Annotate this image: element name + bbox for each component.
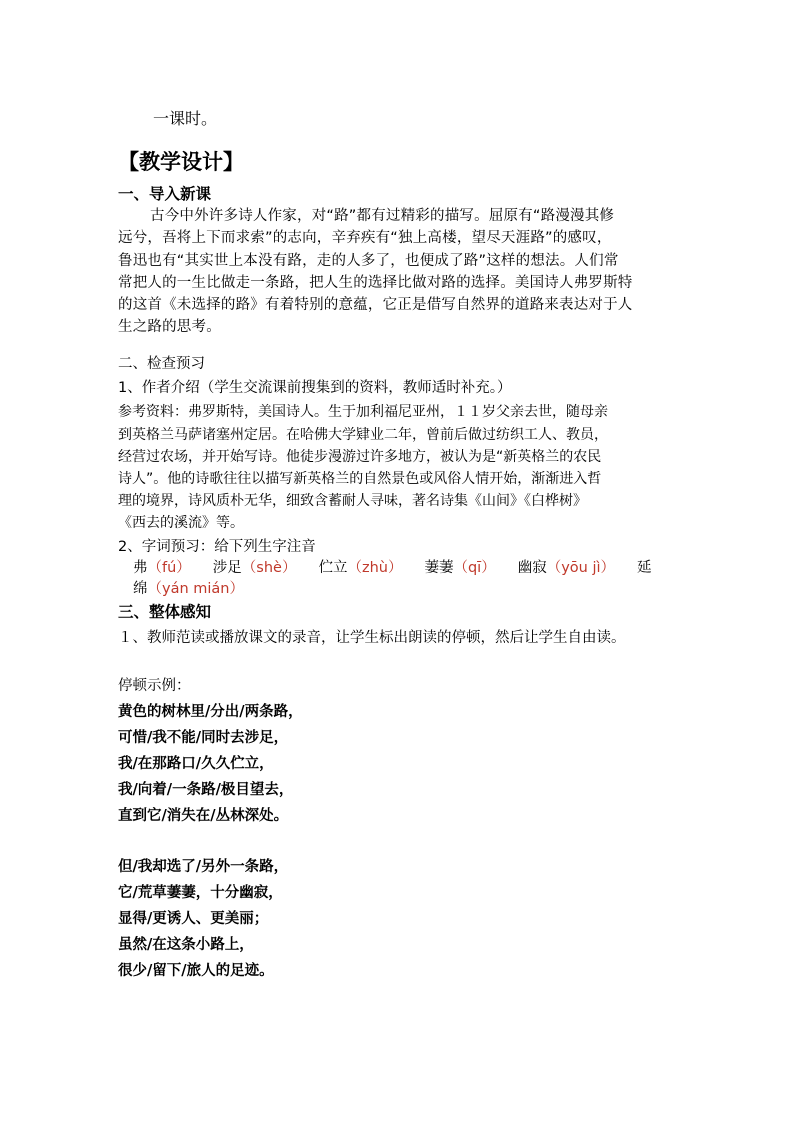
section3-heading: 三、整体感知 <box>118 603 212 621</box>
reference-line: 诗人”。他的诗歌往往以描写新英格兰的自然景色或风俗人情开始，渐渐进入哲 <box>118 471 602 487</box>
vocab-pinyin: （zhù） <box>347 560 403 576</box>
reading-item: １、教师范读或播放课文的录音，让学生标出朗读的停顿，然后让学生自由读。 <box>118 630 626 646</box>
poem-line: 很少/留下/旅人的足迹。 <box>118 962 274 979</box>
vocab-char: 涉足 <box>212 560 242 576</box>
reference-line: 到英格兰马萨诸塞州定居。在哈佛大学肄业二年，曾前后做过纺织工人、教员， <box>118 427 608 443</box>
reference-line: 《西去的溪流》等。 <box>118 515 244 531</box>
section1-heading: 一、导入新课 <box>118 185 212 203</box>
section2-heading: 二、检查预习 <box>118 356 205 372</box>
vocab-pinyin: （shè） <box>241 560 297 576</box>
vocab-pinyin: （yán mián） <box>147 581 244 597</box>
vocab-char: 延 <box>637 560 652 576</box>
vocab-pinyin: （yōu jì） <box>546 560 616 576</box>
reference-line: 理的境界，诗风质朴无华，细致含蓄耐人寻味，著名诗集《山间》《白桦树》 <box>118 493 587 509</box>
section1-para-line: 的这首《未选择的路》有着特别的意蕴，它正是借写自然界的道路来表达对于人 <box>118 297 633 313</box>
poem-line: 可惜/我不能/同时去涉足， <box>118 729 289 746</box>
vocab-word-row <box>133 556 652 577</box>
pause-example-label: 停顿示例： <box>118 678 191 694</box>
poem-line: 但/我却选了/另外一条路， <box>118 858 289 875</box>
section1-para-line: 常把人的一生比做走一条路，把人生的选择比做对路的选择。美国诗人弗罗斯特 <box>118 275 633 291</box>
poem-line: 直到它/消失在/丛林深处。 <box>118 807 289 824</box>
poem-line: 虽然/在这条小路上， <box>118 936 254 953</box>
poem-line: 显得/更诱人、更美丽； <box>118 910 269 927</box>
vocab-pinyin: （qī） <box>453 560 496 576</box>
section1-para-line: 远兮，吾将上下而求索”的志向，辛弃疾有“独上高楼，望尽天涯路”的感叹， <box>118 230 612 246</box>
poem-line: 它/荒草萋萋，十分幽寂， <box>118 884 283 901</box>
intro-line: 一课时。 <box>153 109 218 128</box>
section1-para-line: 鲁迅也有“其实世上本没有路，走的人多了，也便成了路”这样的想法。人们常 <box>118 253 619 269</box>
poem-line: 我/在那路口/久久伫立， <box>118 755 274 772</box>
poem-line: 黄色的树林里/分出/两条路， <box>118 703 303 720</box>
poem-line: 我/向着/一条路/极目望去， <box>118 781 294 798</box>
vocab-item: 2、字词预习：给下列生字注音 <box>118 539 316 555</box>
reference-line: 经营过农场，并开始写诗。他徒步漫游过许多地方，被认为是“新英格兰的农民 <box>118 449 602 465</box>
vocab-char: 伫立 <box>318 560 348 576</box>
section1-para-line: 生之路的思考。 <box>118 319 221 335</box>
vocab-char: 绵 <box>133 581 148 597</box>
vocab-char: 萋萋 <box>424 560 454 576</box>
section1-para-line: 古今中外许多诗人作家，对“路”都有过精彩的描写。屈原有“路漫漫其修 <box>150 208 615 224</box>
vocab-char: 弗 <box>133 560 148 576</box>
vocab-char: 幽寂 <box>517 560 547 576</box>
reference-line: 参考资料：弗罗斯特，美国诗人。生于加利福尼亚州，１１岁父亲去世，随母亲 <box>118 404 608 420</box>
vocab-pinyin: （fú） <box>147 560 191 576</box>
vocab-word-row <box>133 577 244 598</box>
design-title: 【教学设计】 <box>118 150 244 174</box>
author-intro-item: 1、作者介绍（学生交流课前搜集到的资料，教师适时补充。） <box>118 380 512 396</box>
